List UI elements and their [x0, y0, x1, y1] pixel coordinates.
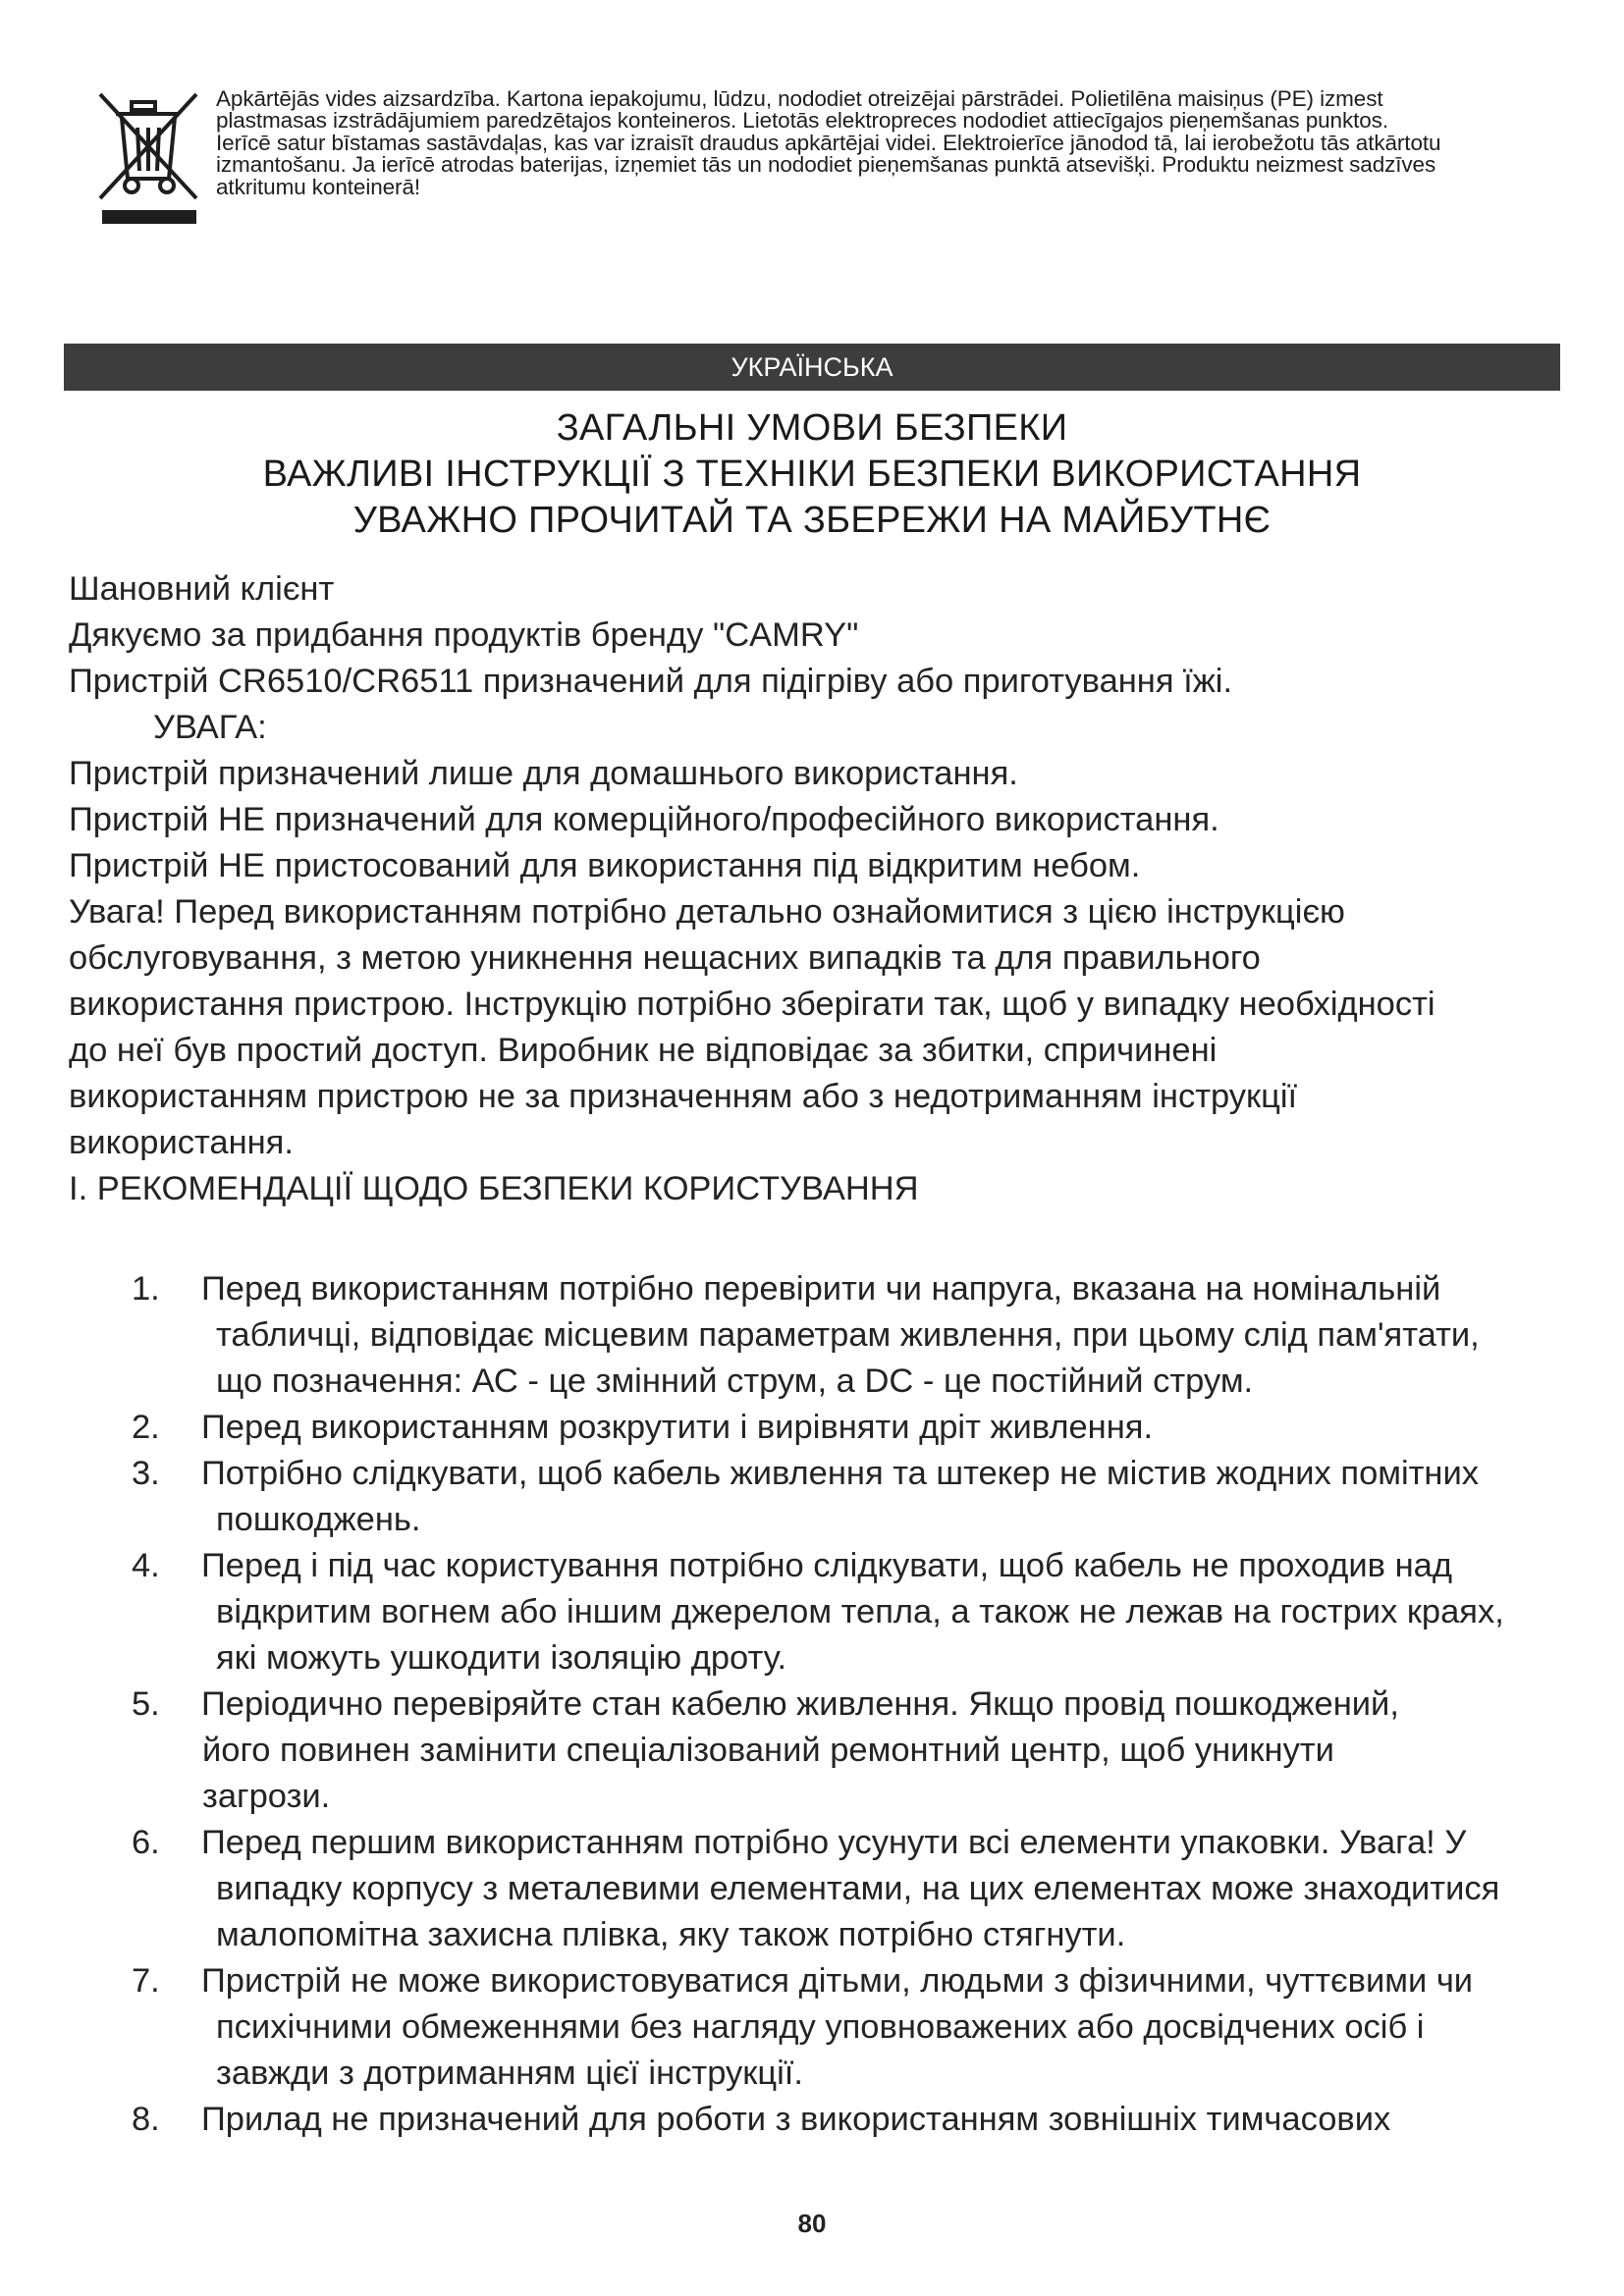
safety-titles — [59, 405, 1565, 544]
greeting: Шановний клієнт — [69, 570, 335, 608]
list-item — [69, 1266, 1581, 1405]
item-line: Періодично перевіряйте стан кабелю живлення. Якщо провід пошкоджений, — [201, 1685, 1399, 1723]
item-line: загрози. — [202, 1778, 331, 1815]
crossed-out-wheelie-bin-icon — [94, 88, 204, 226]
thank-you-line: Дякуємо за придбання продуктів бренду "CAMRY" — [69, 616, 859, 654]
item-line: Перед використанням потрібно перевірити чи напруга, вказана на номінальній — [201, 1270, 1441, 1308]
item-line: випадку корпусу з металевими елементами, на цих елементах може знаходитися — [216, 1870, 1500, 1907]
environment-notice — [94, 88, 1567, 236]
list-item — [69, 1543, 1581, 1682]
intro-line: до неї був простий доступ. Виробник не відповідає за збитки, спричинені — [69, 1032, 1218, 1069]
list-item — [69, 1451, 1581, 1543]
title-line-1: ЗАГАЛЬНІ УМОВИ БЕЗПЕКИ — [556, 407, 1068, 449]
page-number: 80 — [797, 2209, 827, 2238]
intro-line: обслуговування, з метою уникнення нещасних випадків та для правильного — [69, 939, 1261, 977]
intro-line: використання пристрою. Інструкцію потрібно зберігати так, щоб у випадку необхідності — [69, 986, 1435, 1023]
section-heading: І. РЕКОМЕНДАЦІЇ ЩОДО БЕЗПЕКИ КОРИСТУВАННЯ — [69, 1170, 919, 1207]
item-number: 6. — [132, 1824, 160, 1861]
item-line: пошкоджень. — [216, 1501, 421, 1538]
item-line: Перед використанням розкрутити і вирівняти дріт живлення. — [201, 1409, 1154, 1446]
language-bar: УКРАЇНСЬКА — [64, 344, 1560, 391]
item-number: 4. — [132, 1547, 160, 1584]
item-line: Перед першим використанням потрібно усунути всі елементи упаковки. Увага! У — [201, 1824, 1467, 1861]
intro-line: Пристрій НЕ призначений для комерційного/професійного використання. — [69, 801, 1219, 838]
purpose-line: Пристрій CR6510/CR6511 призначений для підігріву або приготування їжі. — [69, 663, 1233, 700]
item-line: завжди з дотриманням цієї інструкції. — [216, 2055, 803, 2092]
item-line: відкритим вогнем або іншим джерелом тепла, а також не лежав на гострих краях, — [216, 1593, 1504, 1630]
intro-line: Пристрій призначений лише для домашнього використання. — [69, 755, 1018, 792]
intro-line: використанням пристрою не за призначенням або з недотриманням інструкції — [69, 1078, 1298, 1115]
list-item — [69, 2097, 1581, 2143]
item-line: які можуть ушкодити ізоляцію дроту. — [216, 1639, 787, 1677]
item-line: малопомітна захисна плівка, яку також потрібно стягнути. — [216, 1916, 1126, 1953]
title-line-2: ВАЖЛИВІ ІНСТРУКЦІЇ З ТЕХНІКИ БЕЗПЕКИ ВИКОРИСТАННЯ — [262, 454, 1362, 495]
list-item — [69, 1682, 1581, 1820]
item-line: його повинен замінити спеціалізований ремонтний центр, щоб уникнути — [202, 1732, 1334, 1769]
item-number: 5. — [132, 1685, 160, 1723]
item-line: Потрібно слідкувати, щоб кабель живлення та штекер не містив жодних помітних — [201, 1455, 1480, 1492]
environment-line: Apkārtējās vides aizsardzība. Kartona iepakojumu, lūdzu, nododiet otreizējai pārstrādei. Polietilēna maisiņus (PE) izmest — [216, 86, 1383, 111]
item-number: 1. — [132, 1270, 160, 1308]
intro-line: використання. — [69, 1124, 294, 1161]
environment-line: izmantošanu. Ja ierīcē atrodas baterijas, izņemiet tās un nododiet pieņemšanas punktā atsevišķi. Produktu neizmest sadzīves — [216, 152, 1436, 178]
item-number: 3. — [132, 1455, 160, 1492]
item-line: що позначення: АС - це змінний струм, а DC - це постійний струм. — [216, 1362, 1254, 1400]
item-line: табличці, відповідає місцевим параметрам живлення, при цьому слід пам'ятати, — [216, 1316, 1480, 1354]
list-item — [69, 1820, 1581, 1958]
item-number: 2. — [132, 1409, 160, 1446]
item-number: 7. — [132, 1962, 160, 2000]
item-number: 8. — [132, 2101, 160, 2138]
list-item — [69, 1405, 1581, 1451]
environment-line: plastmasas izstrādājumiem paredzētajos konteineros. Lietotās elektropreces nododiet attiecīgajos pieņemšanas punktos. — [216, 108, 1388, 133]
environment-line: atkritumu konteinerā! — [216, 174, 421, 199]
item-line: Пристрій не може використовуватися дітьми, людьми з фізичними, чуттєвими чи — [201, 1962, 1474, 2000]
title-line-3: УВАЖНО ПРОЧИТАЙ ТА ЗБЕРЕЖИ НА МАЙБУТНЄ — [352, 500, 1272, 541]
warning-label: УВАГА: — [153, 709, 267, 746]
intro-line: Увага! Перед використанням потрібно детально ознайомитися з цією інструкцією — [69, 893, 1345, 931]
recommendations-list — [69, 1266, 1581, 2143]
environment-text — [216, 88, 1561, 198]
item-line: Прилад не призначений для роботи з використанням зовнішніх тимчасових — [201, 2101, 1391, 2138]
environment-line: Ierīcē satur bīstamas sastāvdaļas, kas var izraisīt draudus apkārtējai videi. Elektroierīce jānodod tā, lai ierobežotu tās atkārtotu — [216, 130, 1441, 155]
item-line: психічними обмеженнями без нагляду уповноважених або досвідчених осіб і — [216, 2008, 1425, 2046]
intro-line: Пристрій НЕ пристосований для використання під відкритим небом. — [69, 847, 1141, 884]
list-item — [69, 1958, 1581, 2097]
item-line: Перед і під час користування потрібно слідкувати, щоб кабель не проходив над — [201, 1547, 1452, 1584]
intro-section — [69, 566, 1581, 1212]
